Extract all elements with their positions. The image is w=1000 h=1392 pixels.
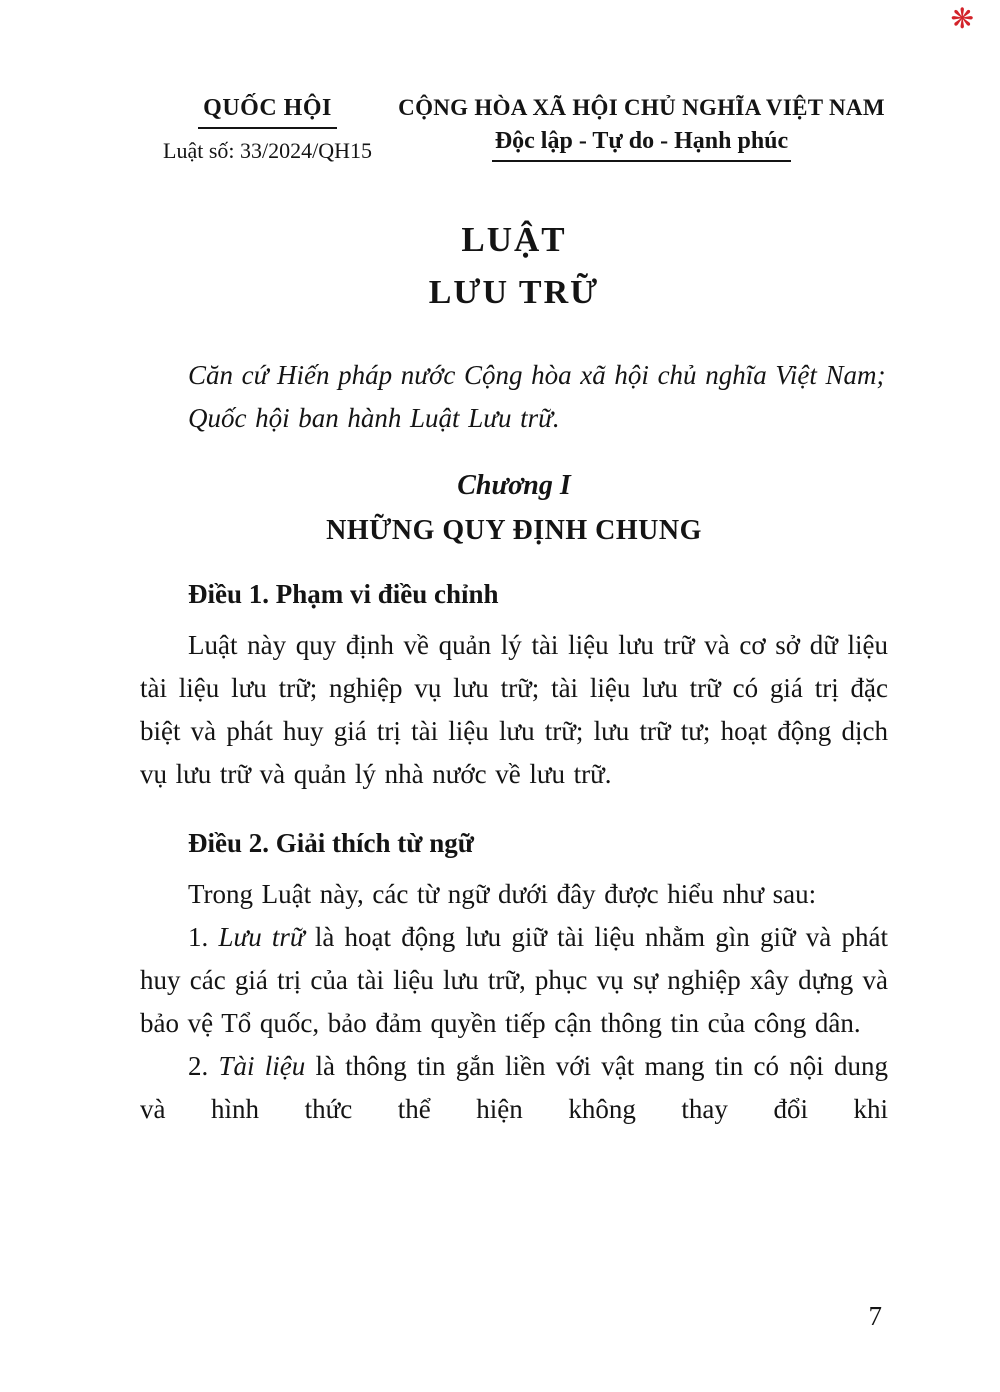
preamble [140, 354, 888, 440]
chapter-number: Chương I [457, 470, 571, 502]
header-left-block [140, 95, 395, 164]
national-title: CỘNG HÒA XÃ HỘI CHỦ NGHĨA VIỆT NAM [398, 95, 885, 120]
document-title-line1: LUẬT [461, 220, 567, 259]
definition-1-term: Lưu trữ [218, 921, 305, 952]
national-motto: Độc lập - Tự do - Hạnh phúc [492, 128, 791, 162]
preamble-paragraph-2: Quốc hội ban hành Luật Lưu trữ. [188, 403, 560, 434]
header-right-block [395, 95, 888, 162]
article-1-heading: Điều 1. Phạm vi điều chỉnh [188, 579, 499, 610]
chapter-heading [140, 470, 888, 547]
definition-1-text: là hoạt động lưu giữ tài liệu nhằm gìn giữ và phát huy các giá trị của tài liệu lưu trữ, phục vụ sự nghiệp xây dựng và bảo vệ Tổ quốc, bảo đảm quyền tiếp cận thông tin của công dân. [140, 921, 888, 1039]
definition-2-number: 2. [188, 1051, 219, 1082]
issuing-authority: QUỐC HỘI [198, 95, 337, 129]
definition-item-2 [140, 1045, 888, 1131]
chapter-title: NHỮNG QUY ĐỊNH CHUNG [326, 515, 702, 547]
article-2-intro: Trong Luật này, các từ ngữ dưới đây được hiểu như sau: [188, 878, 817, 909]
definition-1-number: 1. [188, 921, 219, 952]
document-title [140, 220, 888, 312]
definition-2-term: Tài liệu [218, 1051, 306, 1082]
definition-item-1 [140, 916, 888, 1046]
preamble-paragraph-1: Căn cứ Hiến pháp nước Cộng hòa xã hội chủ nghĩa Việt Nam; [188, 360, 886, 390]
article-1-body: Luật này quy định về quản lý tài liệu lưu trữ và cơ sở dữ liệu tài liệu lưu trữ; nghiệp vụ lưu trữ; tài liệu lưu trữ có giá trị đặc biệt và phát huy giá trị tài liệu lưu trữ; lưu trữ tư; hoạt động dịch vụ lưu trữ và quản lý nhà nước về lưu trữ. [140, 629, 888, 790]
page-number: 7 [868, 1301, 882, 1331]
definition-2-text: là thông tin gắn liền với vật mang tin có nội dung và hình thức thể hiện không thay đổi khi [140, 1051, 888, 1125]
article-2-heading: Điều 2. Giải thích từ ngữ [188, 828, 474, 859]
document-title-line2: LƯU TRỮ [428, 274, 600, 311]
flower-decoration-icon: ❋ [950, 4, 974, 35]
document-header [140, 95, 888, 164]
law-number: Luật số: 33/2024/QH15 [163, 138, 372, 163]
